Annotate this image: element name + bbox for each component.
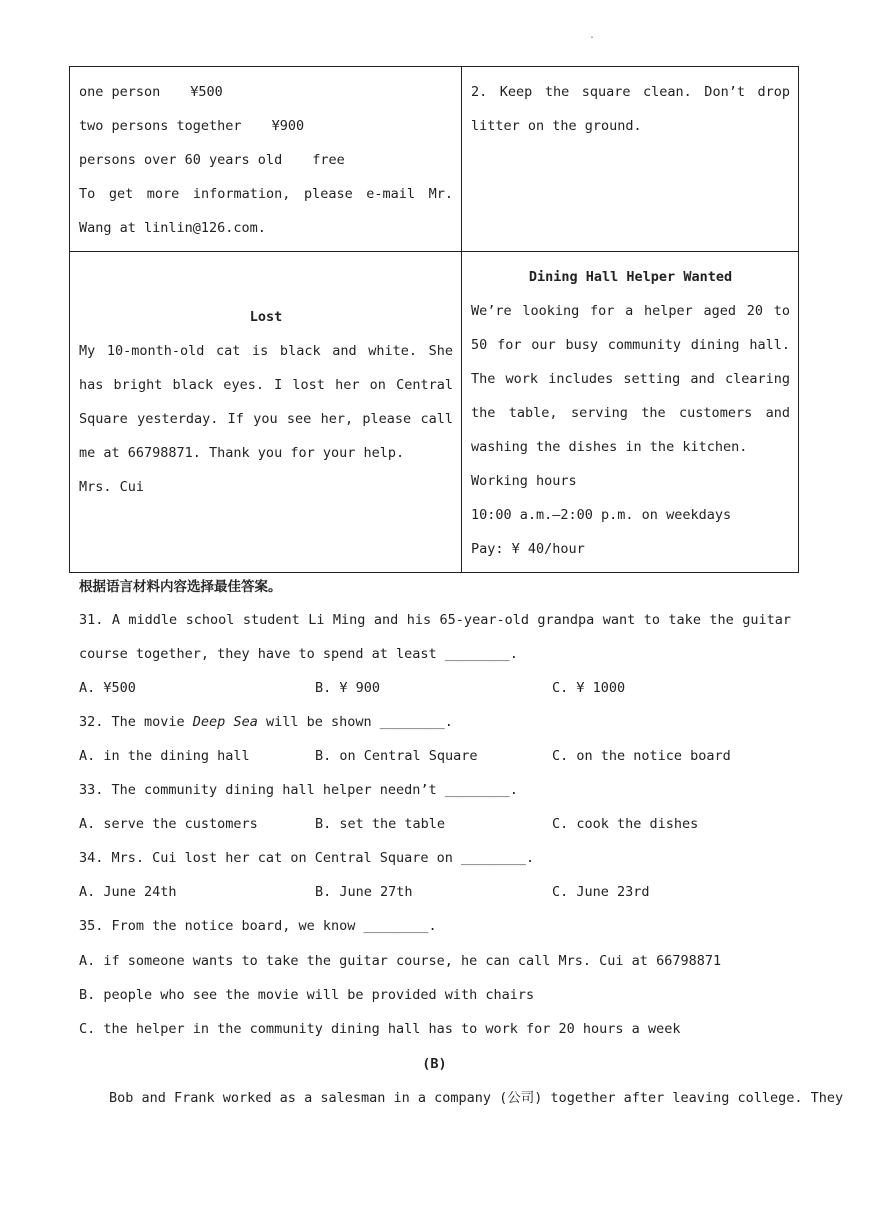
guitar-course-cell [70,67,462,252]
helper-hours: 10:00 a.m.—2:00 p.m. on weekdays [471,507,732,523]
square-rule-cell [462,67,799,252]
question-31-stem: 31. A middle school student Li Ming and his 65-year-old grandpa want to take the guitar course together, they have to spend at least ________. [79,612,791,662]
option-c[interactable]: C. on the notice board [552,748,731,764]
question-32-options [79,739,791,773]
option-c[interactable]: C. ¥ 1000 [552,680,626,696]
section-b-paragraph: Bob and Frank worked as a salesman in a company (公司) together after leaving college. They [109,1090,844,1106]
price-line-one: one person ¥500 [79,84,223,100]
movie-title: Deep Sea [192,714,258,730]
question-34-options [79,875,791,909]
question-33-options [79,807,791,841]
price-line-senior: persons over 60 years old free [79,152,345,168]
question-35-option-a[interactable]: A. if someone wants to take the guitar course, he can call Mrs. Cui at 66798871 [79,953,722,969]
option-a[interactable]: A. June 24th [79,884,177,900]
option-b[interactable]: B. ¥ 900 [315,680,381,696]
guitar-contact-info: To get more information, please e-mail Mr. Wang at linlin@126.com. [79,186,453,236]
price-line-two: two persons together ¥900 [79,118,305,134]
option-b[interactable]: B. on Central Square [315,748,478,764]
section-b-title: (B) [422,1056,447,1072]
option-a[interactable]: A. in the dining hall [79,748,250,764]
lost-signature: Mrs. Cui [79,479,145,495]
option-a[interactable]: A. ¥500 [79,680,136,696]
question-33-stem: 33. The community dining hall helper needn’t ________. [79,782,518,798]
option-c[interactable]: C. June 23rd [552,884,650,900]
option-b[interactable]: B. June 27th [315,884,413,900]
helper-hours-label: Working hours [471,473,577,489]
lost-title: Lost [249,309,283,325]
question-35-option-c[interactable]: C. the helper in the community dining hall has to work for 20 hours a week [79,1021,681,1037]
option-c[interactable]: C. cook the dishes [552,816,699,832]
notice-board-table [69,66,799,573]
page-mark: . [589,30,596,41]
question-35-option-b[interactable]: B. people who see the movie will be provided with chairs [79,987,535,1003]
helper-body: We’re looking for a helper aged 20 to 50 for our busy community dining hall. The work includes setting and clearing the table, serving the customers and washing the dishes in the kitchen. [471,303,790,455]
option-a[interactable]: A. serve the customers [79,816,258,832]
question-35-stem: 35. From the notice board, we know ________. [79,918,437,934]
lost-cat-cell [70,252,462,573]
question-31-options [79,671,791,705]
helper-wanted-cell [462,252,799,573]
helper-title: Dining Hall Helper Wanted [528,269,733,285]
question-32-stem: 32. The movie Deep Sea will be shown ________. [79,714,453,730]
helper-pay: Pay: ¥ 40/hour [471,541,585,557]
instruction-text: 根据语言材料内容选择最佳答案。 [79,579,282,595]
question-34-stem: 34. Mrs. Cui lost her cat on Central Square on ________. [79,850,535,866]
lost-body: My 10-month-old cat is black and white. She has bright black eyes. I lost her on Central Square yesterday. If you see her, please call me at 66798871. Thank you for your help. [79,343,453,461]
square-rule-text: 2. Keep the square clean. Don’t drop litter on the ground. [471,84,790,134]
option-b[interactable]: B. set the table [315,816,446,832]
